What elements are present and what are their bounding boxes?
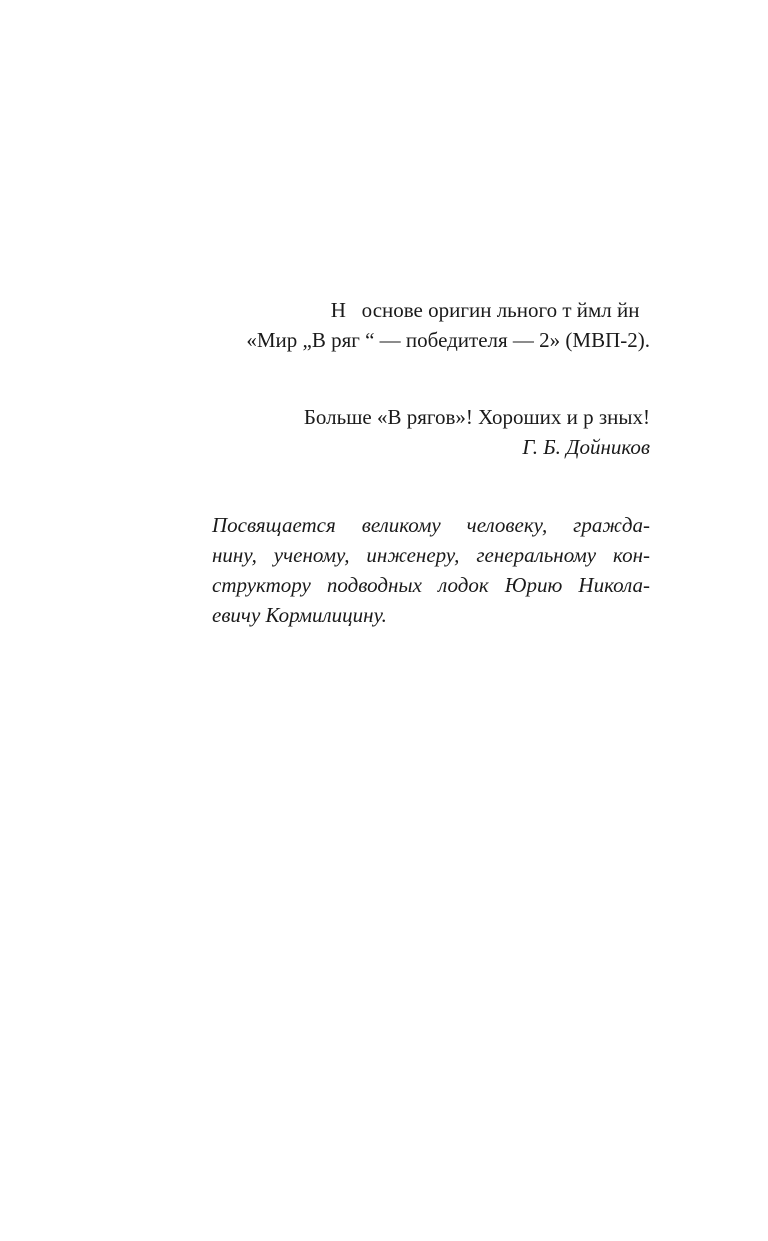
- basis-note: [212, 295, 650, 355]
- basis-line-1: Н основе оригин льного т ймл йн: [330, 298, 650, 322]
- basis-line-2: «Мир „В ряг “ — победителя — 2» (МВП-2).: [246, 328, 650, 352]
- dedication-line-4: евичу Кормилицину.: [212, 603, 387, 627]
- epigraph-author: Г. Б. Дойников: [522, 435, 650, 459]
- epigraph: [212, 402, 650, 462]
- dedication-line-3: структору подводных лодок Юрию Никола-: [212, 573, 650, 597]
- epigraph-text: Больше «В рягов»! Хороших и р зных!: [303, 405, 650, 429]
- dedication: [212, 510, 650, 630]
- dedication-line-2: нину, ученому, инженеру, генеральному кон-: [212, 543, 650, 567]
- dedication-line-1: Посвящается великому человеку, гражда-: [212, 513, 650, 537]
